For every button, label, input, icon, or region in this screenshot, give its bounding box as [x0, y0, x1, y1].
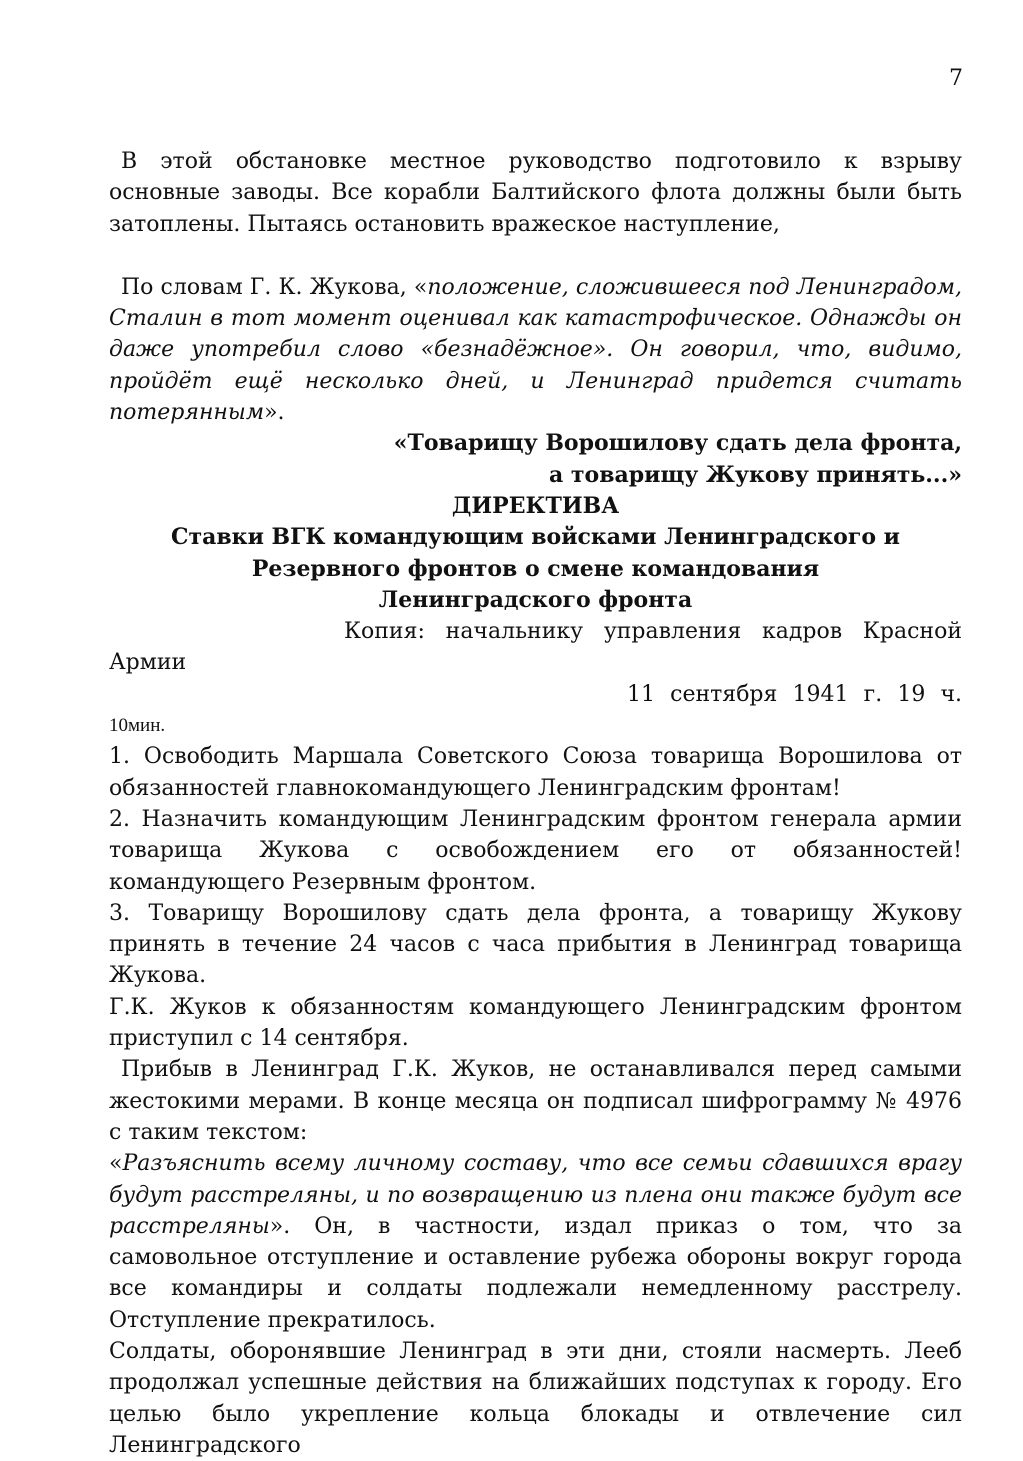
directive-heading-line-3: Ленинградского фронта [378, 586, 693, 613]
paragraph-cipher: Прибыв в Ленинград Г.К. Жуков, не останавливался перед самыми жестокими мерами. В конце месяца он подписал шифрограмму № 4976 с таким текстом: [109, 1057, 962, 1145]
quote-italic: положение, сложившееся под Ленинградом, Сталин в тот момент оценивал как катастрофическое. Однажды он даже употребил слово «безнадёжное». Он говорил, что, видимо, пройдёт ещё несколько дней, и Ленинград придется считать потерянным [109, 274, 962, 426]
directive-heading-line-2: Резервного фронтов о смене командования [251, 555, 820, 582]
directive-date-tail: 10мин. [109, 715, 166, 737]
directive-item-2: 2. Назначить командующим Ленинградским фронтом генерала армии товарища Жукова с освобождением его от обязанностей! командующего Резервным фронтом. [109, 806, 962, 895]
directive-copy-tail: Армии [109, 650, 187, 676]
cipher-quote-lead: « [109, 1151, 123, 1177]
epigraph-line-2: а товарищу Жукову принять...» [549, 461, 962, 488]
paragraph-situation: В этой обстановке местное руководство подготовило к взрыву основные заводы. Все корабли Балтийского флота должны были быть затоплены. Пытаясь остановить вражеское наступление, [109, 149, 962, 237]
paragraph-zhukov-quote [109, 272, 962, 428]
directive-item-3: 3. Товарищу Ворошилову сдать дела фронта, а товарищу Жукову принять в течение 24 часов с часа прибытия в Ленинград товарища Жукова. [109, 900, 962, 989]
cipher-quote-tail: ». Он, в частности, издал приказ о том, что за самовольное отступление и оставление рубежа обороны вокруг города все командиры и солдаты подлежали немедленному расстрелу. Отступление прекратилось. [109, 1213, 962, 1333]
directive-date-line: 11 сентября 1941 г. 19 ч. [627, 681, 962, 707]
document-body [109, 146, 962, 1461]
quote-tail: ». [264, 400, 285, 426]
directive-item-1: 1. Освободить Маршала Советского Союза товарища Ворошилова от обязанностей главнокомандующего Ленинградским фронтам! [109, 744, 962, 801]
directive-heading-line-1: Ставки ВГК командующим войсками Ленинградского и [171, 524, 900, 551]
epigraph-line-1: «Товарищу Ворошилову сдать дела фронта, [393, 430, 962, 457]
paragraph-defense: Солдаты, оборонявшие Ленинград в эти дни, стояли насмерть. Лееб продолжал успешные действия на ближайших подступах к городу. Его целью было укрепление кольца блокады и отвлечение сил Ленинградского [109, 1338, 962, 1458]
cipher-quote-italic: Разъяснить всему личному составу, что все семьи сдавшихся врагу будут расстреляны, и по возвращению из плена они также будут все расстреляны [109, 1151, 962, 1239]
paragraph-cipher-quote [109, 1148, 962, 1336]
quote-lead: По словам Г. К. Жукова, « [121, 274, 428, 300]
paragraph-command-start: Г.К. Жуков к обязанностям командующего Ленинградским фронтом приступил с 14 сентября. [109, 994, 962, 1052]
directive-copy-line: Копия: начальнику управления кадров Красной [344, 619, 962, 645]
directive-title: ДИРЕКТИВА [451, 492, 620, 519]
page-number: 7 [949, 66, 963, 91]
